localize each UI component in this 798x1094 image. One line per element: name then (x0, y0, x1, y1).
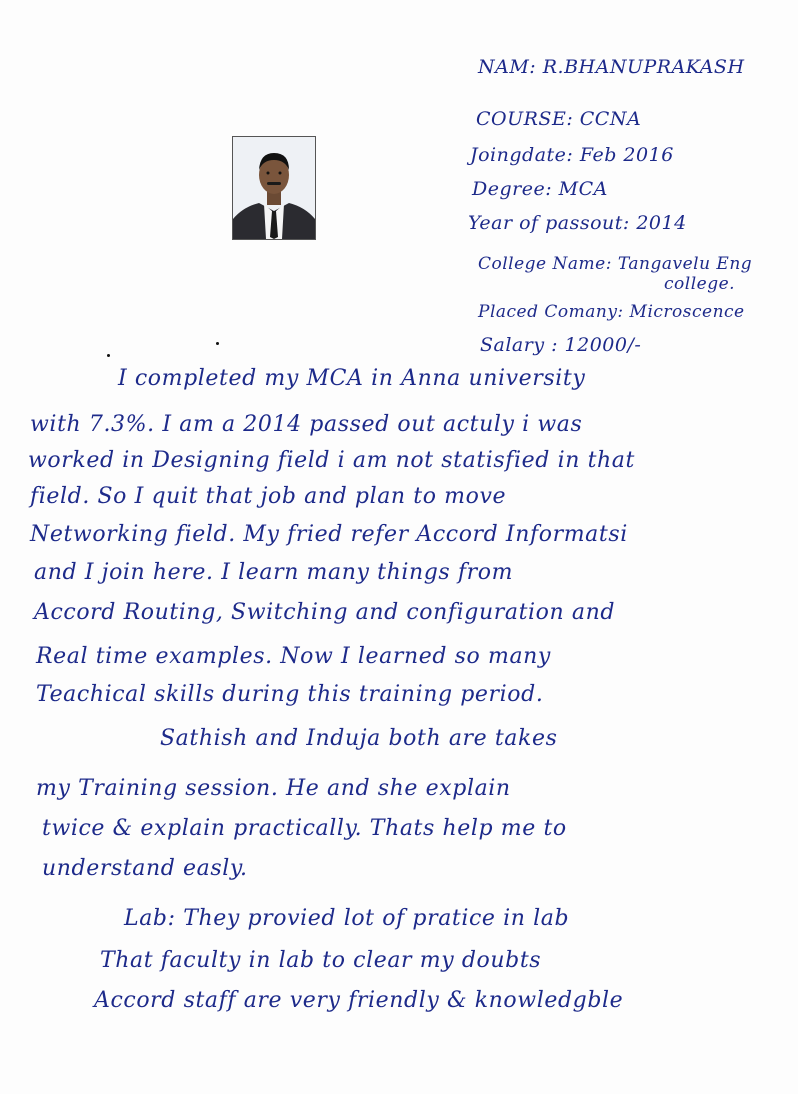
body-line: Sathish and Induja both are takes (160, 726, 558, 751)
college-name-field: College Name: Tangavelu Eng (478, 254, 753, 274)
body-line: Lab: They provied lot of pratice in lab (124, 906, 570, 931)
body-line: Accord staff are very friendly & knowledgble (94, 988, 624, 1013)
degree-field: Degree: MCA (472, 178, 608, 200)
body-line: Teachical skills during this training period. (36, 682, 544, 707)
body-line: worked in Designing field i am not statisfied in that (28, 448, 635, 473)
body-line: and I join here. I learn many things from (34, 560, 514, 585)
body-line: Real time examples. Now I learned so many (36, 644, 551, 669)
body-line: field. So I quit that job and plan to move (30, 484, 507, 509)
body-line: I completed my MCA in Anna university (118, 366, 586, 391)
body-line: Networking field. My fried refer Accord Informatsi (30, 522, 628, 547)
body-line: twice & explain practically. Thats help me to (42, 816, 567, 841)
body-line: That faculty in lab to clear my doubts (100, 948, 542, 973)
person-photo-icon (232, 136, 316, 240)
ink-dot (216, 342, 219, 345)
body-line: understand easly. (42, 856, 248, 881)
salary-field: Salary : 12000/- (480, 334, 642, 356)
ink-dot (107, 354, 110, 357)
year-of-passout-field: Year of passout: 2014 (468, 212, 687, 234)
joining-date-field: Joingdate: Feb 2016 (470, 144, 674, 166)
body-line: my Training session. He and she explain (36, 776, 511, 801)
placed-company-field: Placed Comany: Microscence (478, 302, 745, 322)
name-field: NAM: R.BHANUPRAKASH (478, 56, 745, 78)
college-name-continued: college. (664, 274, 736, 294)
course-field: COURSE: CCNA (476, 108, 642, 130)
body-line: Accord Routing, Switching and configuration and (34, 600, 616, 625)
body-line: with 7.3%. I am a 2014 passed out actuly i was (30, 412, 583, 437)
